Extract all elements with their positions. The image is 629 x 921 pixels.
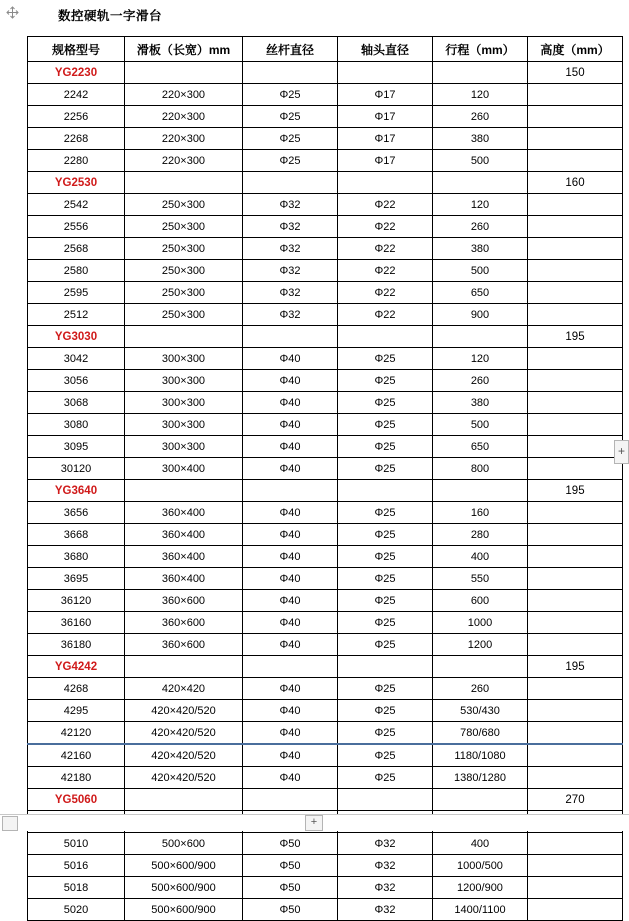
table-cell: 120 [433,194,528,216]
table-row [28,480,623,502]
table-cell: Φ17 [338,84,433,106]
table-cell: 250×300 [125,282,243,304]
table-cell: Φ40 [243,678,338,700]
table-cell: Φ40 [243,348,338,370]
table-row [28,304,623,326]
page-title: 数控硬轨一字滑台 [58,9,163,23]
table-cell: 120 [433,348,528,370]
table-cell [338,789,433,811]
bottom-left-box[interactable] [2,816,18,831]
table-body [28,62,623,921]
table-cell: Φ25 [338,722,433,745]
table-row [28,590,623,612]
table-cell: 2280 [28,150,125,172]
table-cell [433,789,528,811]
table-cell: Φ25 [338,744,433,767]
table-cell: Φ40 [243,524,338,546]
table-cell [528,282,623,304]
table-cell: 250×300 [125,238,243,260]
table-cell: 36160 [28,612,125,634]
table-cell: Φ32 [338,899,433,921]
table-cell [528,722,623,745]
table-cell [528,568,623,590]
table-row [28,877,623,899]
table-cell: Φ40 [243,568,338,590]
table-cell: 160 [433,502,528,524]
table-cell [243,656,338,678]
table-cell: 195 [528,480,623,502]
table-cell: 1380/1280 [433,767,528,789]
table-row [28,678,623,700]
table-row [28,62,623,84]
table-cell: 360×400 [125,524,243,546]
table-cell [433,480,528,502]
table-cell: 2568 [28,238,125,260]
table-cell [528,414,623,436]
table-cell: 260 [433,370,528,392]
table-row [28,216,623,238]
table-cell [528,678,623,700]
table-cell: 650 [433,436,528,458]
table-cell [125,480,243,502]
table-cell [243,172,338,194]
table-cell: Φ25 [338,568,433,590]
table-cell: 360×400 [125,568,243,590]
table-cell: Φ25 [338,678,433,700]
table-cell: YG3640 [28,480,125,502]
table-row [28,789,623,811]
table-cell: Φ22 [338,282,433,304]
table-cell: Φ25 [338,767,433,789]
table-cell [528,238,623,260]
table-cell: 360×600 [125,590,243,612]
table-row [28,899,623,921]
table-cell: Φ25 [243,84,338,106]
table-cell: 3680 [28,546,125,568]
table-cell [125,656,243,678]
table-row [28,414,623,436]
table-cell: Φ50 [243,855,338,877]
table-cell: Φ32 [338,833,433,855]
table-cell: 380 [433,128,528,150]
table-cell: Φ40 [243,634,338,656]
table-cell: 260 [433,678,528,700]
table-cell: Φ25 [338,546,433,568]
table-cell: Φ22 [338,304,433,326]
table-cell: 380 [433,392,528,414]
table-row [28,744,623,767]
table-row [28,260,623,282]
table-cell: 420×420/520 [125,722,243,745]
table-cell: 300×300 [125,436,243,458]
table-cell: 360×400 [125,546,243,568]
table-cell: 3668 [28,524,125,546]
table-cell: Φ40 [243,612,338,634]
table-cell [528,458,623,480]
table-cell: 4295 [28,700,125,722]
table-cell: 3056 [28,370,125,392]
table-cell [528,767,623,789]
table-cell: Φ40 [243,744,338,767]
table-cell: 300×300 [125,348,243,370]
table-cell [528,744,623,767]
table-cell: 2542 [28,194,125,216]
table-cell: 260 [433,106,528,128]
table-cell: Φ40 [243,590,338,612]
table-cell [528,546,623,568]
table-cell [433,62,528,84]
table-cell: Φ25 [338,634,433,656]
table-row [28,194,623,216]
table-cell: Φ25 [243,106,338,128]
table-cell: 1200 [433,634,528,656]
table-row [28,238,623,260]
table-cell: 2580 [28,260,125,282]
table-cell: Φ50 [243,899,338,921]
table-cell [528,150,623,172]
bottom-expand-button[interactable]: + [305,815,323,831]
table-row [28,106,623,128]
table-cell: Φ25 [338,436,433,458]
table-row [28,392,623,414]
table-cell [338,172,433,194]
table-cell: 4268 [28,678,125,700]
column-header-shaft-diameter: 轴头直径 [338,37,433,62]
table-cell: Φ32 [338,877,433,899]
table-cell: Φ50 [243,833,338,855]
table-cell: 250×300 [125,260,243,282]
table-cell: Φ40 [243,392,338,414]
table-cell [125,62,243,84]
table-cell: 42180 [28,767,125,789]
table-row [28,84,623,106]
table-cell: Φ22 [338,238,433,260]
table-cell: 360×400 [125,502,243,524]
table-cell: 2595 [28,282,125,304]
table-cell: 300×300 [125,414,243,436]
table-cell [433,656,528,678]
table-cell: 780/680 [433,722,528,745]
table-row [28,568,623,590]
table-cell: Φ32 [243,304,338,326]
table-cell: 600 [433,590,528,612]
table-row [28,436,623,458]
table-row [28,656,623,678]
table-cell [528,436,623,458]
spec-table [27,36,623,921]
table-cell: 420×420 [125,678,243,700]
table-cell: Φ32 [243,216,338,238]
table-cell: 1000/500 [433,855,528,877]
table-cell: Φ32 [243,238,338,260]
column-header-screw-diameter: 丝杆直径 [243,37,338,62]
table-cell: 5018 [28,877,125,899]
table-cell: 500 [433,150,528,172]
table-cell [528,634,623,656]
table-cell [243,326,338,348]
table-cell: 360×600 [125,612,243,634]
table-cell: 250×300 [125,216,243,238]
table-cell: Φ25 [338,524,433,546]
table-cell: 5010 [28,833,125,855]
table-cell: 3095 [28,436,125,458]
table-cell: YG5060 [28,789,125,811]
table-cell [528,524,623,546]
table-row [28,546,623,568]
table-cell: 400 [433,833,528,855]
table-cell: 195 [528,656,623,678]
table-cell: Φ32 [243,194,338,216]
table-cell: Φ17 [338,128,433,150]
table-cell: 1000 [433,612,528,634]
table-cell [528,392,623,414]
table-cell [528,502,623,524]
table-cell: 42120 [28,722,125,745]
table-cell: 300×300 [125,370,243,392]
table-row [28,150,623,172]
table-cell: 250×300 [125,194,243,216]
table-cell: 550 [433,568,528,590]
table-row [28,767,623,789]
table-cell [125,326,243,348]
table-cell [528,370,623,392]
table-cell: 300×300 [125,392,243,414]
table-cell: 300×400 [125,458,243,480]
table-cell: 800 [433,458,528,480]
table-cell: Φ22 [338,194,433,216]
table-cell: 220×300 [125,84,243,106]
table-cell: 42160 [28,744,125,767]
table-cell: 220×300 [125,106,243,128]
table-cell: Φ25 [338,392,433,414]
table-cell: 3695 [28,568,125,590]
move-icon[interactable] [6,6,19,19]
table-cell [528,590,623,612]
table-row [28,855,623,877]
table-cell: Φ40 [243,722,338,745]
table-cell: Φ40 [243,502,338,524]
table-cell [338,656,433,678]
table-cell: 500 [433,414,528,436]
table-cell: 5016 [28,855,125,877]
table-cell: 400 [433,546,528,568]
table-cell: 530/430 [433,700,528,722]
table-cell: Φ22 [338,216,433,238]
table-cell: 2556 [28,216,125,238]
table-header-row [28,37,623,62]
table-cell [528,612,623,634]
table-cell: 1200/900 [433,877,528,899]
table-cell: YG2230 [28,62,125,84]
table-cell: 195 [528,326,623,348]
table-cell: Φ25 [338,458,433,480]
table-cell: Φ25 [243,150,338,172]
table-cell: 650 [433,282,528,304]
table-cell: Φ32 [243,260,338,282]
table-cell [433,326,528,348]
table-cell: 1400/1100 [433,899,528,921]
table-cell: Φ50 [243,877,338,899]
table-cell: 220×300 [125,150,243,172]
table-row [28,348,623,370]
table-cell [528,833,623,855]
table-cell: Φ40 [243,767,338,789]
column-header-model: 规格型号 [28,37,125,62]
table-cell: 250×300 [125,304,243,326]
table-cell [243,480,338,502]
table-cell: Φ17 [338,106,433,128]
table-cell: Φ25 [338,414,433,436]
table-cell: 270 [528,789,623,811]
table-cell: 280 [433,524,528,546]
table-cell: 36180 [28,634,125,656]
table-cell [528,304,623,326]
table-cell [125,172,243,194]
table-row [28,524,623,546]
table-cell: 900 [433,304,528,326]
column-header-height: 高度（mm） [528,37,623,62]
table-cell: 1180/1080 [433,744,528,767]
table-cell [338,480,433,502]
table-cell: 3068 [28,392,125,414]
table-cell [528,855,623,877]
table-cell: Φ25 [338,612,433,634]
table-cell: 3042 [28,348,125,370]
table-row [28,722,623,745]
table-row [28,833,623,855]
table-cell: Φ32 [338,855,433,877]
table-row [28,458,623,480]
table-cell: Φ40 [243,700,338,722]
right-expand-button[interactable]: + [614,440,629,464]
table-cell: 260 [433,216,528,238]
table-cell: YG4242 [28,656,125,678]
table-cell: Φ40 [243,436,338,458]
table-cell: Φ25 [338,502,433,524]
table-row [28,172,623,194]
table-cell: Φ40 [243,370,338,392]
table-cell: 500×600 [125,833,243,855]
table-cell: 380 [433,238,528,260]
column-header-plate-size: 滑板（长宽）mm [125,37,243,62]
table-cell: 5020 [28,899,125,921]
table-cell: 120 [433,84,528,106]
table-row [28,326,623,348]
table-cell [528,877,623,899]
table-cell: 500×600/900 [125,877,243,899]
table-row [28,128,623,150]
table-cell: Φ17 [338,150,433,172]
table-cell [528,128,623,150]
table-cell: 500×600/900 [125,899,243,921]
table-row [28,282,623,304]
table-cell: YG3030 [28,326,125,348]
table-cell [528,216,623,238]
table-cell: 500×600/900 [125,855,243,877]
table-cell: 420×420/520 [125,744,243,767]
table-cell: 2268 [28,128,125,150]
table-cell: 500 [433,260,528,282]
table-cell: Φ25 [338,590,433,612]
table-cell: Φ25 [338,348,433,370]
table-cell: Φ25 [338,370,433,392]
table-cell: 150 [528,62,623,84]
table-row [28,370,623,392]
table-cell: Φ25 [243,128,338,150]
table-cell [528,106,623,128]
table-cell: 3656 [28,502,125,524]
table-cell [243,62,338,84]
bottom-bar [0,814,629,831]
table-cell: Φ40 [243,546,338,568]
table-row [28,612,623,634]
table-cell: Φ40 [243,458,338,480]
table-cell: 420×420/520 [125,700,243,722]
table-cell: 220×300 [125,128,243,150]
table-cell [528,194,623,216]
table-cell [528,899,623,921]
table-cell: 36120 [28,590,125,612]
table-cell [528,260,623,282]
table-cell: 420×420/520 [125,767,243,789]
table-cell: YG2530 [28,172,125,194]
table-cell: Φ25 [338,700,433,722]
table-row [28,634,623,656]
table-cell [338,326,433,348]
table-cell: 3080 [28,414,125,436]
table-cell [528,700,623,722]
table-cell: 160 [528,172,623,194]
table-cell [528,84,623,106]
table-cell: 360×600 [125,634,243,656]
table-cell: 2256 [28,106,125,128]
table-cell [433,172,528,194]
column-header-travel: 行程（mm） [433,37,528,62]
table-cell [338,62,433,84]
table-row [28,502,623,524]
table-row [28,700,623,722]
table-cell [528,348,623,370]
table-cell: 2242 [28,84,125,106]
table-cell: 2512 [28,304,125,326]
table-cell: Φ32 [243,282,338,304]
table-cell: 30120 [28,458,125,480]
table-cell: Φ40 [243,414,338,436]
table-cell [125,789,243,811]
table-cell [243,789,338,811]
table-cell: Φ22 [338,260,433,282]
